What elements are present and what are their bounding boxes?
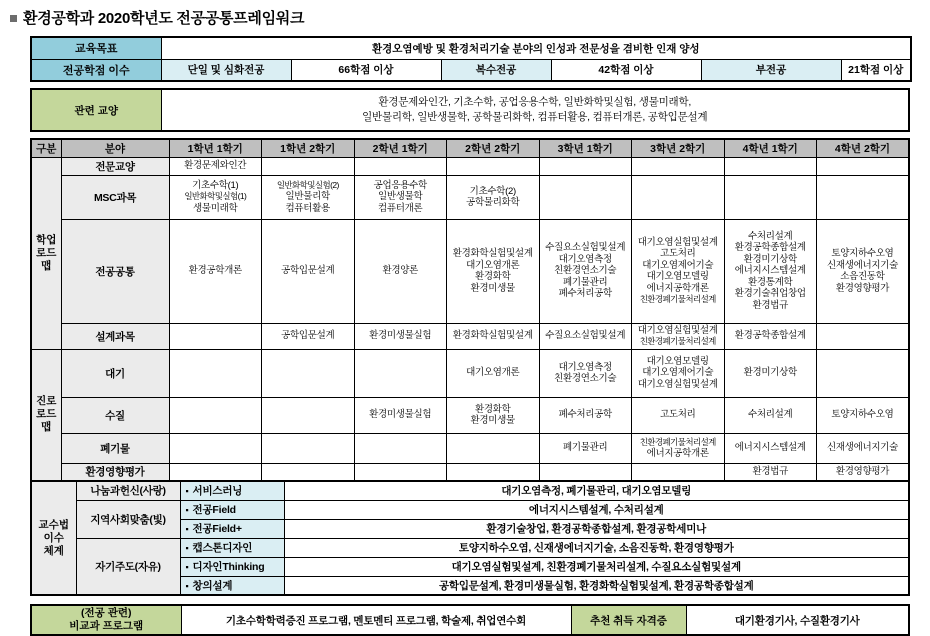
roadmap-cell (724, 433, 817, 463)
course-name: 기초수학(2) (469, 185, 516, 197)
course-name: 환경화학실험및설계 (452, 248, 533, 259)
course-name: 환경화학 (474, 403, 511, 415)
roadmap-cell (724, 219, 817, 323)
liberal-arts-courses (161, 89, 909, 131)
course-name: 공업응용수학 (373, 179, 427, 191)
course-name: 환경미생물실험 (369, 409, 432, 421)
roadmap-cell (354, 175, 447, 219)
course-name: 대기오염실험및설계 (637, 324, 718, 336)
column-header: 3학년 2학기 (632, 139, 725, 157)
course-name: 환경미생물 (470, 415, 515, 426)
roadmap-cell (539, 433, 632, 463)
column-header: 2학년 1학기 (354, 139, 447, 157)
course-name: 폐기물관리 (563, 442, 608, 454)
column-header: 1학년 2학기 (262, 139, 355, 157)
bullet-icon: ▪ (185, 562, 189, 572)
category-label: 대기 (61, 349, 169, 397)
course-name: 토양지하수오염 (831, 248, 894, 259)
credits-label: 전공학점 이수 (31, 59, 161, 81)
area-label: 자기주도(자유) (76, 538, 180, 595)
course-name: 환경양론 (382, 265, 418, 277)
method-courses: 에너지시스템설계, 수처리설계 (284, 500, 909, 519)
course-name: 고도처리 (659, 248, 696, 259)
roadmap-cell (817, 463, 910, 481)
course-name: 신재생에너지기술 (826, 259, 899, 271)
course-name: 폐기물관리 (563, 276, 608, 288)
course-name: 공학물리화학 (466, 197, 520, 208)
group-label: 학업 로드맵 (31, 157, 61, 349)
category-label: 수질 (61, 397, 169, 433)
course-name: 환경미생물 (470, 282, 515, 294)
credit-type: 복수전공 (441, 59, 551, 81)
roadmap-cell (539, 157, 632, 175)
page-title-text: 환경공학과 2020학년도 전공공통프레임워크 (23, 10, 305, 27)
column-header: 2학년 2학기 (447, 139, 540, 157)
course-name: 소음진동학 (840, 271, 885, 282)
roadmap-cell (724, 175, 817, 219)
course-name: 수처리설계 (748, 409, 793, 421)
method-label: ▪ 디자인Thinking (180, 557, 284, 576)
roadmap-cell (632, 157, 725, 175)
course-name: 대기오염제어기술 (642, 367, 714, 379)
roadmap-cell (354, 323, 447, 349)
course-name: 폐수처리공학 (558, 288, 612, 300)
course-name: 친환경폐기물처리설계 (639, 294, 716, 304)
roadmap-cell (262, 397, 355, 433)
roadmap-cell (354, 219, 447, 323)
roadmap-cell (447, 157, 540, 175)
method-courses: 공학입문설계, 환경미생물실험, 환경화학실험및설계, 환경공학종합설계 (284, 576, 909, 595)
roadmap-cell (169, 175, 262, 219)
course-name: 환경영향평가 (835, 466, 890, 477)
column-header: 분야 (61, 139, 169, 157)
roadmap-cell (169, 463, 262, 481)
course-name: 에너지시스템설계 (734, 265, 806, 277)
roadmap-cell (539, 175, 632, 219)
roadmap-cell (724, 323, 817, 349)
course-name: 일반화학및실험(1) (184, 191, 247, 202)
course-name: 일반물리학 (285, 191, 330, 203)
method-label: ▪ 창의설계 (180, 576, 284, 595)
roadmap-cell (169, 157, 262, 175)
page-title (8, 7, 912, 28)
credit-value: 66학점 이상 (291, 59, 441, 81)
course-name: 토양지하수오염 (831, 409, 894, 421)
course-name: 환경공학종합설계 (734, 242, 806, 254)
roadmap-cell (817, 433, 910, 463)
column-header: 3학년 1학기 (539, 139, 632, 157)
category-label: 환경영향평가 (61, 463, 169, 481)
course-name: 폐수처리공학 (558, 409, 612, 421)
category-label: 전문교양 (61, 157, 169, 175)
course-name: 대기오염측정 (558, 253, 612, 265)
roadmap-cell (817, 349, 910, 397)
course-name: 친환경폐기물처리설계 (639, 336, 716, 346)
certificate-label: 추천 취득 자격증 (571, 605, 686, 635)
bullet-icon: ▪ (185, 543, 189, 553)
course-name: 공학입문설계 (281, 265, 335, 277)
roadmap-cell (539, 463, 632, 481)
goal-table (30, 36, 912, 82)
roadmap-cell (354, 397, 447, 433)
roadmap-table (30, 138, 910, 482)
column-header: 구분 (31, 139, 61, 157)
bullet-icon: ▪ (185, 580, 189, 591)
roadmap-cell (817, 397, 910, 433)
roadmap-cell (632, 397, 725, 433)
roadmap-cell (169, 397, 262, 433)
roadmap-cell (632, 323, 725, 349)
objective-text: 환경오염예방 및 환경처리기술 분야의 인성과 전문성을 겸비한 인재 양성 (161, 37, 911, 59)
course-name: 환경법규 (752, 466, 788, 477)
area-label: 나눔과헌신(사랑) (76, 481, 180, 500)
course-name: 대기오염개론 (466, 367, 520, 379)
roadmap-cell (817, 175, 910, 219)
roadmap-cell (169, 323, 262, 349)
roadmap-cell (539, 323, 632, 349)
course-name: 친환경연소기술 (554, 373, 617, 384)
extracurricular-label: (전공 관련) 비교과 프로그램 (31, 605, 181, 635)
roadmap-cell (169, 433, 262, 463)
method-courses: 대기오염실험및설계, 친환경폐기물처리설계, 수질요소실험및설계 (284, 557, 909, 576)
course-name: 에너지시스템설계 (734, 442, 806, 454)
course-name: 대기오염모델링 (646, 271, 709, 282)
credit-type: 부전공 (701, 59, 841, 81)
course-name: 공학입문설계 (281, 330, 335, 342)
course-name: 환경법규 (752, 299, 788, 311)
course-name: 에너지공학개론 (646, 448, 709, 459)
course-name: 일반화학및실험(2) (276, 179, 339, 190)
roadmap-cell (724, 463, 817, 481)
course-name: 대기오염개론 (466, 259, 520, 271)
course-name: 생물미래학 (193, 202, 238, 214)
column-header: 1학년 1학기 (169, 139, 262, 157)
roadmap-cell (354, 349, 447, 397)
course-name: 환경문제와인간 (184, 160, 247, 172)
roadmap-cell (262, 175, 355, 219)
roadmap-cell (632, 219, 725, 323)
course-name: 기초수학(1) (192, 179, 239, 191)
method-label: ▪ 캡스톤디자인 (180, 538, 284, 557)
column-header: 4학년 2학기 (817, 139, 910, 157)
method-courses: 대기오염측정, 폐기물관리, 대기오염모델링 (284, 481, 909, 500)
roadmap-cell (539, 397, 632, 433)
course-name: 컴퓨터개론 (378, 202, 423, 214)
course-name: 환경공학종합설계 (734, 330, 806, 342)
course-name: 친환경연소기술 (554, 265, 617, 277)
roadmap-cell (262, 219, 355, 323)
course-name: 신재생에너지기술 (826, 442, 899, 454)
roadmap-cell (724, 349, 817, 397)
category-label: 전공공통 (61, 219, 169, 323)
course-name: 대기오염측정 (558, 361, 612, 373)
roadmap-cell (817, 157, 910, 175)
roadmap-cell (447, 219, 540, 323)
roadmap-cell (354, 433, 447, 463)
course-name: 대기오염모델링 (646, 355, 709, 367)
course-name: 환경영향평가 (835, 282, 890, 294)
course-name: 환경공학개론 (188, 265, 242, 277)
roadmap-cell (169, 349, 262, 397)
course-name: 수질요소실험및설계 (545, 242, 626, 254)
bullet-icon: ▪ (185, 486, 189, 497)
credit-value: 21학점 이상 (841, 59, 911, 81)
title-bullet-icon (10, 15, 17, 22)
objective-label: 교육목표 (31, 37, 161, 59)
course-name: 컴퓨터활용 (285, 202, 330, 214)
bullet-icon: ▪ (185, 524, 189, 534)
course-name: 환경화학 (474, 271, 511, 282)
liberal-arts-line: 일반물리학, 일반생물학, 공학물리화학, 컴퓨터활용, 컴퓨터개론, 공학입문설계 (362, 111, 708, 123)
roadmap-cell (262, 463, 355, 481)
extracurricular-programs: 기초수학학력증진 프로그램, 멘토멘티 프로그램, 학술제, 취업연수회 (181, 605, 571, 635)
course-name: 환경미생물실험 (369, 330, 432, 342)
roadmap-cell (817, 219, 910, 323)
method-label: ▪ 서비스러닝 (180, 481, 284, 500)
area-label: 지역사회맞춤(빛) (76, 500, 180, 538)
course-name: 대기오염실험및설계 (637, 236, 718, 248)
roadmap-cell (354, 157, 447, 175)
method-label: ▪ 전공Field (180, 500, 284, 519)
column-header: 4학년 1학기 (724, 139, 817, 157)
roadmap-cell (724, 157, 817, 175)
course-name: 에너지공학개론 (646, 282, 709, 294)
certificate-list: 대기환경기사, 수질환경기사 (686, 605, 909, 635)
category-label: 설계과목 (61, 323, 169, 349)
roadmap-cell (447, 323, 540, 349)
roadmap-cell (447, 397, 540, 433)
roadmap-cell (447, 433, 540, 463)
liberal-arts-line: 환경문제와인간, 기초수학, 공업응용수학, 일반화학및실험, 생물미래학, (378, 96, 692, 108)
roadmap-cell (447, 463, 540, 481)
category-label: 폐기물 (61, 433, 169, 463)
roadmap-cell (447, 349, 540, 397)
liberal-arts-table (30, 88, 910, 132)
credit-type: 단일 및 심화전공 (161, 59, 291, 81)
roadmap-body (31, 139, 909, 481)
liberal-arts-label: 관련 교양 (31, 89, 161, 131)
method-courses: 환경기술창업, 환경공학종합설계, 환경공학세미나 (284, 519, 909, 538)
course-name: 수질요소실험및설계 (545, 330, 626, 342)
course-name: 환경미기상학 (743, 367, 797, 379)
roadmap-cell (817, 323, 910, 349)
bullet-icon: ▪ (185, 505, 189, 515)
roadmap-cell (447, 175, 540, 219)
course-name: 일반생물학 (378, 191, 423, 203)
roadmap-cell (262, 349, 355, 397)
roadmap-cell (262, 433, 355, 463)
course-name: 환경미기상학 (743, 253, 797, 265)
roadmap-cell (354, 463, 447, 481)
roadmap-cell (632, 175, 725, 219)
course-name: 환경기술취업창업 (734, 288, 806, 300)
course-name: 수처리설계 (748, 230, 793, 242)
roadmap-cell (262, 157, 355, 175)
group-label-pedagogy: 교수법 이수 체계 (31, 481, 76, 595)
roadmap-cell (724, 397, 817, 433)
roadmap-cell (632, 433, 725, 463)
category-label: MSC과목 (61, 175, 169, 219)
course-name: 대기오염실험및설계 (637, 378, 718, 390)
extracurricular-table (30, 604, 910, 636)
course-name: 대기오염제어기술 (642, 259, 714, 271)
pedagogy-table (30, 480, 910, 596)
course-name: 환경화학실험및설계 (452, 330, 533, 342)
method-courses: 토양지하수오염, 신재생에너지기술, 소음진동학, 환경영향평가 (284, 538, 909, 557)
course-name: 환경통계학 (748, 276, 793, 288)
roadmap-cell (169, 219, 262, 323)
group-label: 진로 로드맵 (31, 349, 61, 481)
credit-value: 42학점 이상 (551, 59, 701, 81)
method-label: ▪ 전공Field+ (180, 519, 284, 538)
roadmap-cell (632, 463, 725, 481)
course-name: 친환경폐기물처리설계 (639, 436, 716, 447)
roadmap-cell (262, 323, 355, 349)
roadmap-cell (539, 349, 632, 397)
roadmap-cell (632, 349, 725, 397)
course-name: 고도처리 (659, 409, 696, 421)
roadmap-cell (539, 219, 632, 323)
